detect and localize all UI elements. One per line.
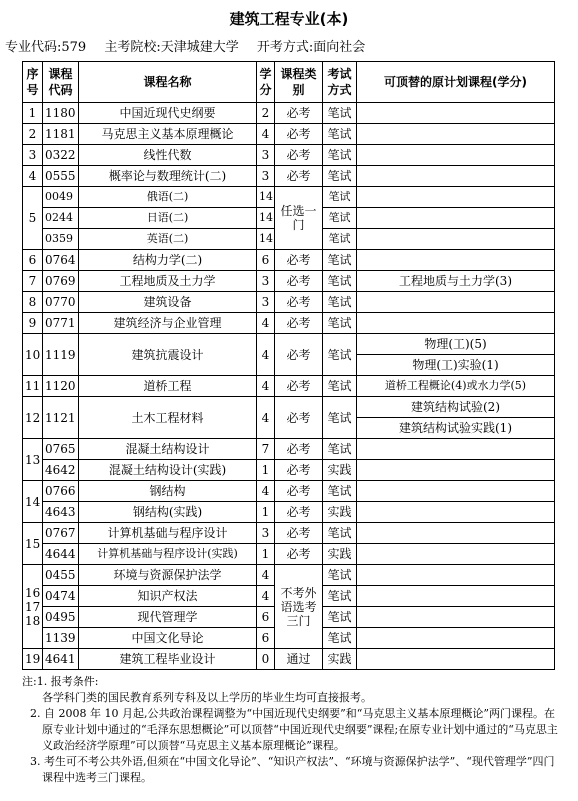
cell-credit: 3 (257, 292, 275, 313)
note-1: 各学科门类的国民教育系列专科及以上学历的毕业生均可直接报考。 (42, 691, 372, 704)
table-row (23, 145, 555, 166)
cell-replace (357, 649, 555, 670)
cell-replace (357, 502, 555, 523)
host-school: 主考院校:天津城建大学 (104, 40, 239, 55)
cell-method: 笔试 (323, 586, 357, 607)
cell-code: 1180 (43, 103, 79, 124)
header-credit: 学分 (257, 62, 275, 103)
cell-replace (357, 292, 555, 313)
table-row (23, 565, 555, 586)
cell-name: 中国文化导论 (79, 628, 257, 649)
page-title: 建筑工程专业(本) (229, 10, 349, 28)
cell-name: 概率论与数理统计(二) (79, 166, 257, 187)
cell-credit: 4 (257, 397, 275, 439)
header-seq: 序号 (23, 62, 43, 103)
cell-replace (357, 481, 555, 502)
cell-replace (357, 145, 555, 166)
table-row (23, 649, 555, 670)
cell-replace (357, 313, 555, 334)
cell-type: 必考 (275, 124, 323, 145)
cell-method: 实践 (323, 460, 357, 481)
table-row (23, 166, 555, 187)
cell-replace: 工程地质与土力学(3) (357, 271, 555, 292)
cell-credit: 4 (257, 124, 275, 145)
cell-replace: 建筑结构试验实践(1) (357, 418, 555, 439)
cell-replace: 道桥工程概论(4)或水力学(5) (357, 376, 555, 397)
cell-code: 0244 (43, 208, 79, 229)
cell-method: 笔试 (323, 187, 357, 208)
cell-credit: 14 (257, 208, 275, 229)
cell-seq: 8 (23, 292, 43, 313)
cell-name: 知识产权法 (79, 586, 257, 607)
table-row (23, 481, 555, 502)
cell-name: 线性代数 (79, 145, 257, 166)
cell-code: 1139 (43, 628, 79, 649)
cell-code: 0555 (43, 166, 79, 187)
cell-name: 俄语(二) (79, 187, 257, 208)
cell-credit: 0 (257, 649, 275, 670)
cell-method: 笔试 (323, 229, 357, 250)
cell-type: 通过 (275, 649, 323, 670)
cell-type: 必考 (275, 481, 323, 502)
cell-replace (357, 124, 555, 145)
cell-name: 土木工程材料 (79, 397, 257, 439)
header-replace: 可顶替的原计划课程(学分) (357, 62, 555, 103)
cell-type: 必考 (275, 250, 323, 271)
cell-method: 笔试 (323, 523, 357, 544)
cell-seq: 11 (23, 376, 43, 397)
cell-type: 必考 (275, 502, 323, 523)
table-row (23, 544, 555, 565)
note-2: 2. 自 2008 年 10 月起,公共政治课程调整为“中国近现代史纲要”和“马克思主义基本原理概论”两门课程。在原专业计划中通过的“毛泽东思想概论”可以顶替“中国近现代史纲要”课程;在原专业计划中通过的“马克思主义政治经济学原理”可以顶替“马克思主义基本原理概论”课程。 (30, 707, 558, 752)
cell-method: 笔试 (323, 292, 357, 313)
cell-code: 0766 (43, 481, 79, 502)
cell-seq: 3 (23, 145, 43, 166)
cell-method: 笔试 (323, 313, 357, 334)
cell-seq: 16 17 18 (23, 565, 43, 649)
note-3: 3. 考生可不考公共外语,但须在“中国文化导论”、“知识产权法”、“环境与资源保护法学”、“现代管理学”四门课程中选考三门课程。 (30, 755, 555, 784)
cell-code: 0769 (43, 271, 79, 292)
cell-credit: 1 (257, 544, 275, 565)
table-row (23, 250, 555, 271)
table-row (23, 187, 555, 208)
cell-name: 日语(二) (79, 208, 257, 229)
cell-replace: 物理(工)实验(1) (357, 355, 555, 376)
cell-name: 环境与资源保护法学 (79, 565, 257, 586)
major-code: 专业代码:579 (5, 40, 87, 55)
cell-method: 笔试 (323, 397, 357, 439)
cell-method: 笔试 (323, 376, 357, 397)
cell-code: 1121 (43, 397, 79, 439)
cell-name: 马克思主义基本原理概论 (79, 124, 257, 145)
cell-seq: 15 (23, 523, 43, 565)
cell-type: 必考 (275, 313, 323, 334)
cell-replace (357, 103, 555, 124)
cell-code: 0495 (43, 607, 79, 628)
cell-code: 0474 (43, 586, 79, 607)
cell-type: 必考 (275, 166, 323, 187)
cell-credit: 3 (257, 523, 275, 544)
cell-credit: 4 (257, 586, 275, 607)
cell-method: 笔试 (323, 166, 357, 187)
cell-method: 笔试 (323, 628, 357, 649)
header-method: 考试方式 (323, 62, 357, 103)
cell-name: 英语(二) (79, 229, 257, 250)
cell-credit: 4 (257, 376, 275, 397)
table-row (23, 502, 555, 523)
cell-credit: 4 (257, 313, 275, 334)
cell-credit: 4 (257, 481, 275, 502)
table-row (23, 271, 555, 292)
cell-seq: 13 (23, 439, 43, 481)
cell-type: 必考 (275, 397, 323, 439)
cell-credit: 6 (257, 607, 275, 628)
cell-type: 必考 (275, 376, 323, 397)
cell-replace (357, 460, 555, 481)
table-row (23, 460, 555, 481)
cell-seq: 1 (23, 103, 43, 124)
cell-type: 必考 (275, 523, 323, 544)
cell-code: 0771 (43, 313, 79, 334)
cell-type: 必考 (275, 271, 323, 292)
cell-code: 0767 (43, 523, 79, 544)
cell-name: 建筑经济与企业管理 (79, 313, 257, 334)
cell-seq: 2 (23, 124, 43, 145)
cell-method: 笔试 (323, 124, 357, 145)
cell-name: 计算机基础与程序设计 (79, 523, 257, 544)
cell-name: 混凝土结构设计(实践) (79, 460, 257, 481)
cell-method: 笔试 (323, 565, 357, 586)
cell-credit: 4 (257, 334, 275, 376)
cell-method: 实践 (323, 544, 357, 565)
cell-code: 0765 (43, 439, 79, 460)
cell-type: 必考 (275, 544, 323, 565)
cell-method: 笔试 (323, 607, 357, 628)
cell-credit: 14 (257, 229, 275, 250)
cell-seq: 14 (23, 481, 43, 523)
cell-name: 建筑设备 (79, 292, 257, 313)
cell-credit: 6 (257, 628, 275, 649)
cell-replace (357, 208, 555, 229)
cell-method: 笔试 (323, 481, 357, 502)
cell-method: 笔试 (323, 145, 357, 166)
cell-replace (357, 250, 555, 271)
table-row (23, 397, 555, 418)
exam-mode: 开考方式:面向社会 (256, 40, 366, 55)
cell-code: 0359 (43, 229, 79, 250)
cell-code: 4644 (43, 544, 79, 565)
cell-name: 中国近现代史纲要 (79, 103, 257, 124)
cell-credit: 1 (257, 460, 275, 481)
major-meta (5, 36, 379, 55)
cell-credit: 2 (257, 103, 275, 124)
cell-name: 道桥工程 (79, 376, 257, 397)
table-header-row (23, 62, 555, 103)
cell-name: 建筑抗震设计 (79, 334, 257, 376)
cell-seq: 5 (23, 187, 43, 250)
cell-seq: 19 (23, 649, 43, 670)
cell-replace (357, 586, 555, 607)
cell-name: 结构力学(二) (79, 250, 257, 271)
cell-code: 1119 (43, 334, 79, 376)
cell-code: 1120 (43, 376, 79, 397)
cell-method: 实践 (323, 649, 357, 670)
cell-type: 必考 (275, 145, 323, 166)
notes (22, 674, 558, 786)
cell-credit: 1 (257, 502, 275, 523)
cell-code: 4641 (43, 649, 79, 670)
header-type: 课程类别 (275, 62, 323, 103)
header-name: 课程名称 (79, 62, 257, 103)
cell-name: 混凝土结构设计 (79, 439, 257, 460)
cell-seq: 4 (23, 166, 43, 187)
cell-replace (357, 166, 555, 187)
cell-seq: 10 (23, 334, 43, 376)
cell-credit: 14 (257, 187, 275, 208)
table-row (23, 376, 555, 397)
cell-seq: 12 (23, 397, 43, 439)
cell-type: 必考 (275, 460, 323, 481)
cell-type: 不考外语选考三门 (275, 565, 323, 649)
cell-credit: 4 (257, 565, 275, 586)
notes-label: 注:1. 报考条件: (22, 675, 99, 688)
cell-replace (357, 607, 555, 628)
cell-replace (357, 565, 555, 586)
cell-code: 1181 (43, 124, 79, 145)
cell-method: 笔试 (323, 103, 357, 124)
table-row (23, 124, 555, 145)
cell-replace (357, 439, 555, 460)
cell-credit: 3 (257, 145, 275, 166)
table-row (23, 523, 555, 544)
table-row (23, 103, 555, 124)
cell-replace (357, 229, 555, 250)
cell-credit: 7 (257, 439, 275, 460)
cell-type: 必考 (275, 439, 323, 460)
table-row (23, 292, 555, 313)
table-row (23, 313, 555, 334)
cell-method: 笔试 (323, 439, 357, 460)
header-code: 课程代码 (43, 62, 79, 103)
cell-method: 笔试 (323, 208, 357, 229)
cell-type: 必考 (275, 103, 323, 124)
cell-replace (357, 544, 555, 565)
cell-seq: 7 (23, 271, 43, 292)
cell-code: 0764 (43, 250, 79, 271)
table-row (23, 439, 555, 460)
cell-code: 4642 (43, 460, 79, 481)
cell-code: 0049 (43, 187, 79, 208)
cell-name: 现代管理学 (79, 607, 257, 628)
cell-code: 4643 (43, 502, 79, 523)
cell-method: 笔试 (323, 271, 357, 292)
cell-replace (357, 523, 555, 544)
cell-name: 建筑工程毕业设计 (79, 649, 257, 670)
cell-code: 0770 (43, 292, 79, 313)
cell-type: 必考 (275, 334, 323, 376)
cell-seq: 6 (23, 250, 43, 271)
cell-credit: 3 (257, 166, 275, 187)
cell-method: 笔试 (323, 334, 357, 376)
cell-replace: 建筑结构试验(2) (357, 397, 555, 418)
cell-method: 笔试 (323, 250, 357, 271)
course-table (22, 61, 555, 670)
cell-code: 0322 (43, 145, 79, 166)
cell-type: 任选一门 (275, 187, 323, 250)
cell-replace (357, 628, 555, 649)
cell-name: 钢结构(实践) (79, 502, 257, 523)
cell-replace: 物理(工)(5) (357, 334, 555, 355)
cell-code: 0455 (43, 565, 79, 586)
cell-type: 必考 (275, 292, 323, 313)
cell-seq: 9 (23, 313, 43, 334)
cell-method: 实践 (323, 502, 357, 523)
cell-name: 工程地质及土力学 (79, 271, 257, 292)
cell-name: 钢结构 (79, 481, 257, 502)
table-row (23, 334, 555, 355)
cell-name: 计算机基础与程序设计(实践) (79, 544, 257, 565)
cell-credit: 6 (257, 250, 275, 271)
cell-replace (357, 187, 555, 208)
cell-credit: 3 (257, 271, 275, 292)
